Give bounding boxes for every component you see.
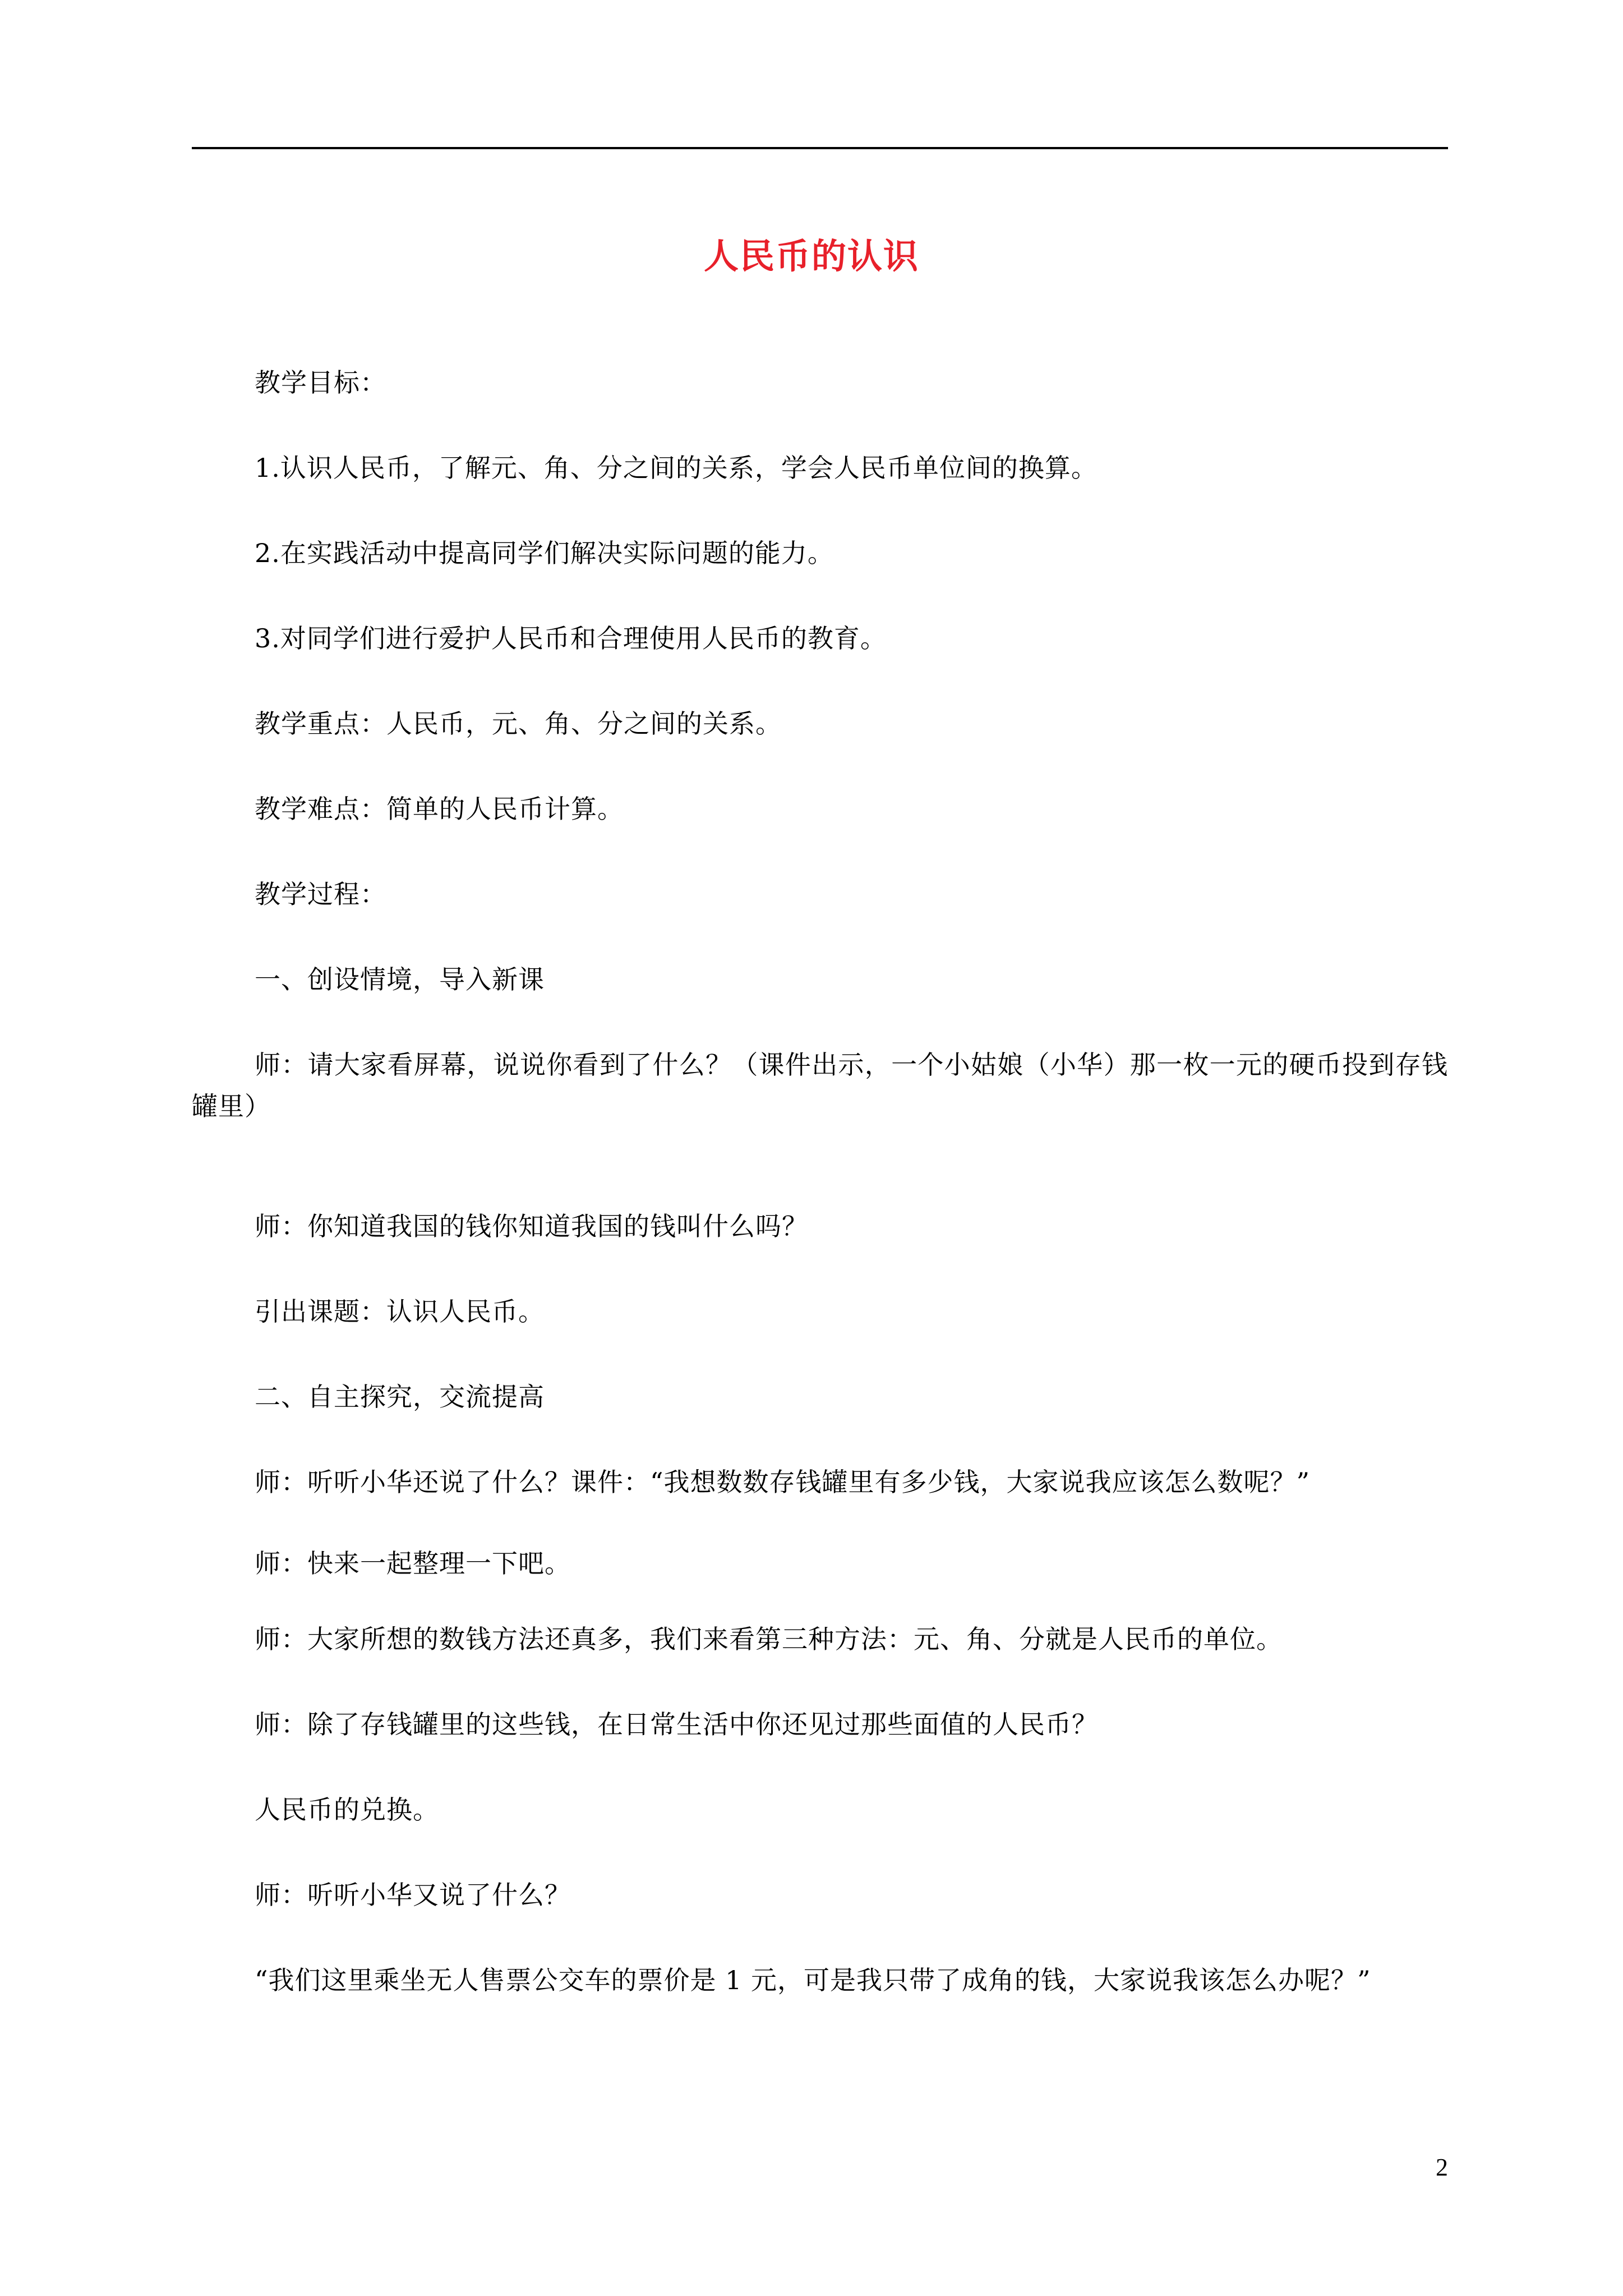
paragraph-difficulties: 教学难点：简单的人民币计算。: [255, 794, 624, 824]
paragraph-section-2-heading: 二、自主探究，交流提高: [255, 1382, 545, 1412]
paragraph-objective-3: 3.对同学们进行爱护人民币和合理使用人民币的教育。: [255, 623, 887, 654]
paragraph-teacher-organize: 师：快来一起整理一下吧。: [255, 1548, 571, 1579]
paragraph-bus-fare-quote: “我们这里乘坐无人售票公交车的票价是 1 元，可是我只带了成角的钱，大家说我该怎么办呢？”: [255, 1965, 1371, 1995]
paragraph-exchange: 人民币的兑换。: [255, 1795, 439, 1825]
paragraph-process-heading: 教学过程：: [255, 879, 386, 909]
page-number: 2: [1436, 2154, 1448, 2181]
paragraph-objective-1: 1.认识人民币，了解元、角、分之间的关系，学会人民币单位间的换算。: [255, 453, 1098, 483]
paragraph-objectives-heading: 教学目标：: [255, 367, 386, 398]
paragraph-teacher-denominations: 师：除了存钱罐里的这些钱，在日常生活中你还见过那些面值的人民币？: [255, 1709, 1098, 1740]
header-rule: [192, 147, 1448, 149]
paragraph-objective-2: 2.在实践活动中提高同学们解决实际问题的能力。: [255, 538, 834, 568]
paragraph-teacher-xiaohua-again: 师：听听小华又说了什么？: [255, 1880, 571, 1910]
paragraph-key-points: 教学重点：人民币，元、角、分之间的关系。: [255, 708, 782, 739]
document-title: 人民币的认识: [703, 236, 919, 277]
paragraph-teacher-xiaohua: 师：听听小华还说了什么？课件：“我想数数存钱罐里有多少钱，大家说我应该怎么数呢？”: [255, 1467, 1311, 1497]
paragraph-section-1-heading: 一、创设情境，导入新课: [255, 964, 545, 995]
paragraph-lead-topic: 引出课题：认识人民币。: [255, 1296, 545, 1327]
paragraph-teacher-screen: 师：请大家看屏幕，说说你看到了什么？（课件出示，一个小姑娘（小华）那一枚一元的硬币投到存钱罐里）: [192, 1050, 1448, 1121]
paragraph-teacher-methods: 师：大家所想的数钱方法还真多，我们来看第三种方法：元、角、分就是人民币的单位。: [255, 1624, 1283, 1654]
paragraph-teacher-money-name: 师：你知道我国的钱你知道我国的钱叫什么吗？: [255, 1211, 808, 1241]
